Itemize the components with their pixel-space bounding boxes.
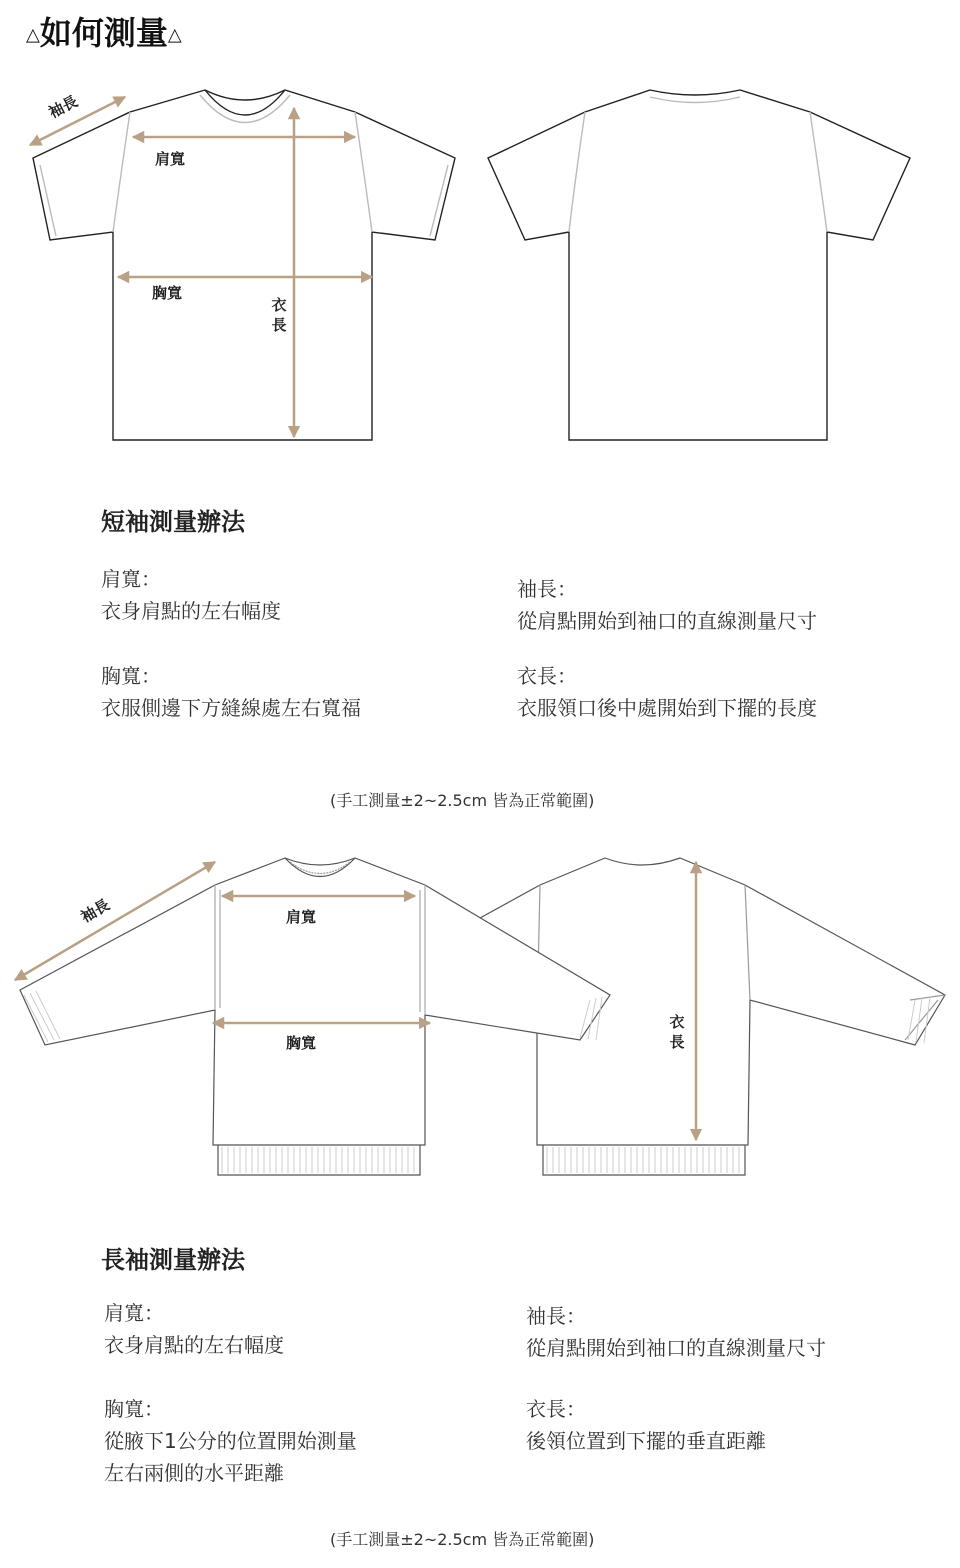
ss-sleeve-desc: 從肩點開始到袖口的直線測量尺寸: [517, 609, 817, 633]
ss-sleeve-label: 袖長：: [517, 577, 577, 601]
ls-chest-label: 胸寬：: [104, 1397, 164, 1421]
short-sleeve-heading: 短袖測量辦法: [101, 508, 245, 536]
sweat-shoulder-label: 肩寬: [286, 908, 317, 926]
ls-length-desc: 後領位置到下擺的垂直距離: [526, 1429, 766, 1453]
ss-chest-desc: 衣服側邊下方縫線處左右寬福: [101, 696, 361, 720]
ls-chest-desc-2: 左右兩側的水平距離: [104, 1461, 284, 1485]
ls-tolerance-note: (手工測量±2~2.5cm 皆為正常範圍): [330, 1530, 595, 1549]
tshirt-sleeve-label: 袖長: [45, 92, 81, 122]
ss-shoulder-desc: 衣身肩點的左右幅度: [101, 599, 281, 623]
tshirt-front: [33, 90, 455, 440]
title-text: 如何測量: [39, 14, 168, 52]
long-sleeve-heading: 長袖測量辦法: [101, 1246, 245, 1274]
tshirt-shoulder-label: 肩寬: [155, 150, 186, 168]
ls-length-label: 衣長：: [526, 1397, 586, 1421]
ls-chest-desc-1: 從腋下1公分的位置開始測量: [104, 1429, 357, 1453]
ss-tolerance-note: (手工測量±2~2.5cm 皆為正常範圍): [330, 791, 595, 810]
sweat-sleeve-label: 袖長: [77, 895, 113, 927]
ls-sleeve-desc: 從肩點開始到袖口的直線測量尺寸: [526, 1336, 826, 1360]
ss-length-label: 衣長：: [517, 664, 577, 688]
ls-shoulder-desc: 衣身肩點的左右幅度: [104, 1333, 284, 1357]
ss-length-desc: 衣服領口後中處開始到下擺的長度: [517, 696, 817, 720]
tshirt-chest-label: 胸寬: [152, 284, 183, 302]
tshirt-arrows: [30, 97, 372, 437]
triangle-icon: △: [26, 24, 40, 46]
sweat-chest-label: 胸寬: [286, 1034, 317, 1052]
ss-chest-label: 胸寬：: [101, 664, 161, 688]
sweat-length-label: 衣長: [669, 1013, 685, 1051]
tshirt-length-label: 衣長: [271, 296, 287, 334]
ls-shoulder-label: 肩寬：: [104, 1301, 164, 1325]
ls-sleeve-label: 袖長：: [526, 1304, 586, 1328]
triangle-icon: △: [167, 24, 182, 46]
ss-shoulder-label: 肩寬：: [101, 567, 161, 591]
tshirt-back: [488, 90, 910, 440]
